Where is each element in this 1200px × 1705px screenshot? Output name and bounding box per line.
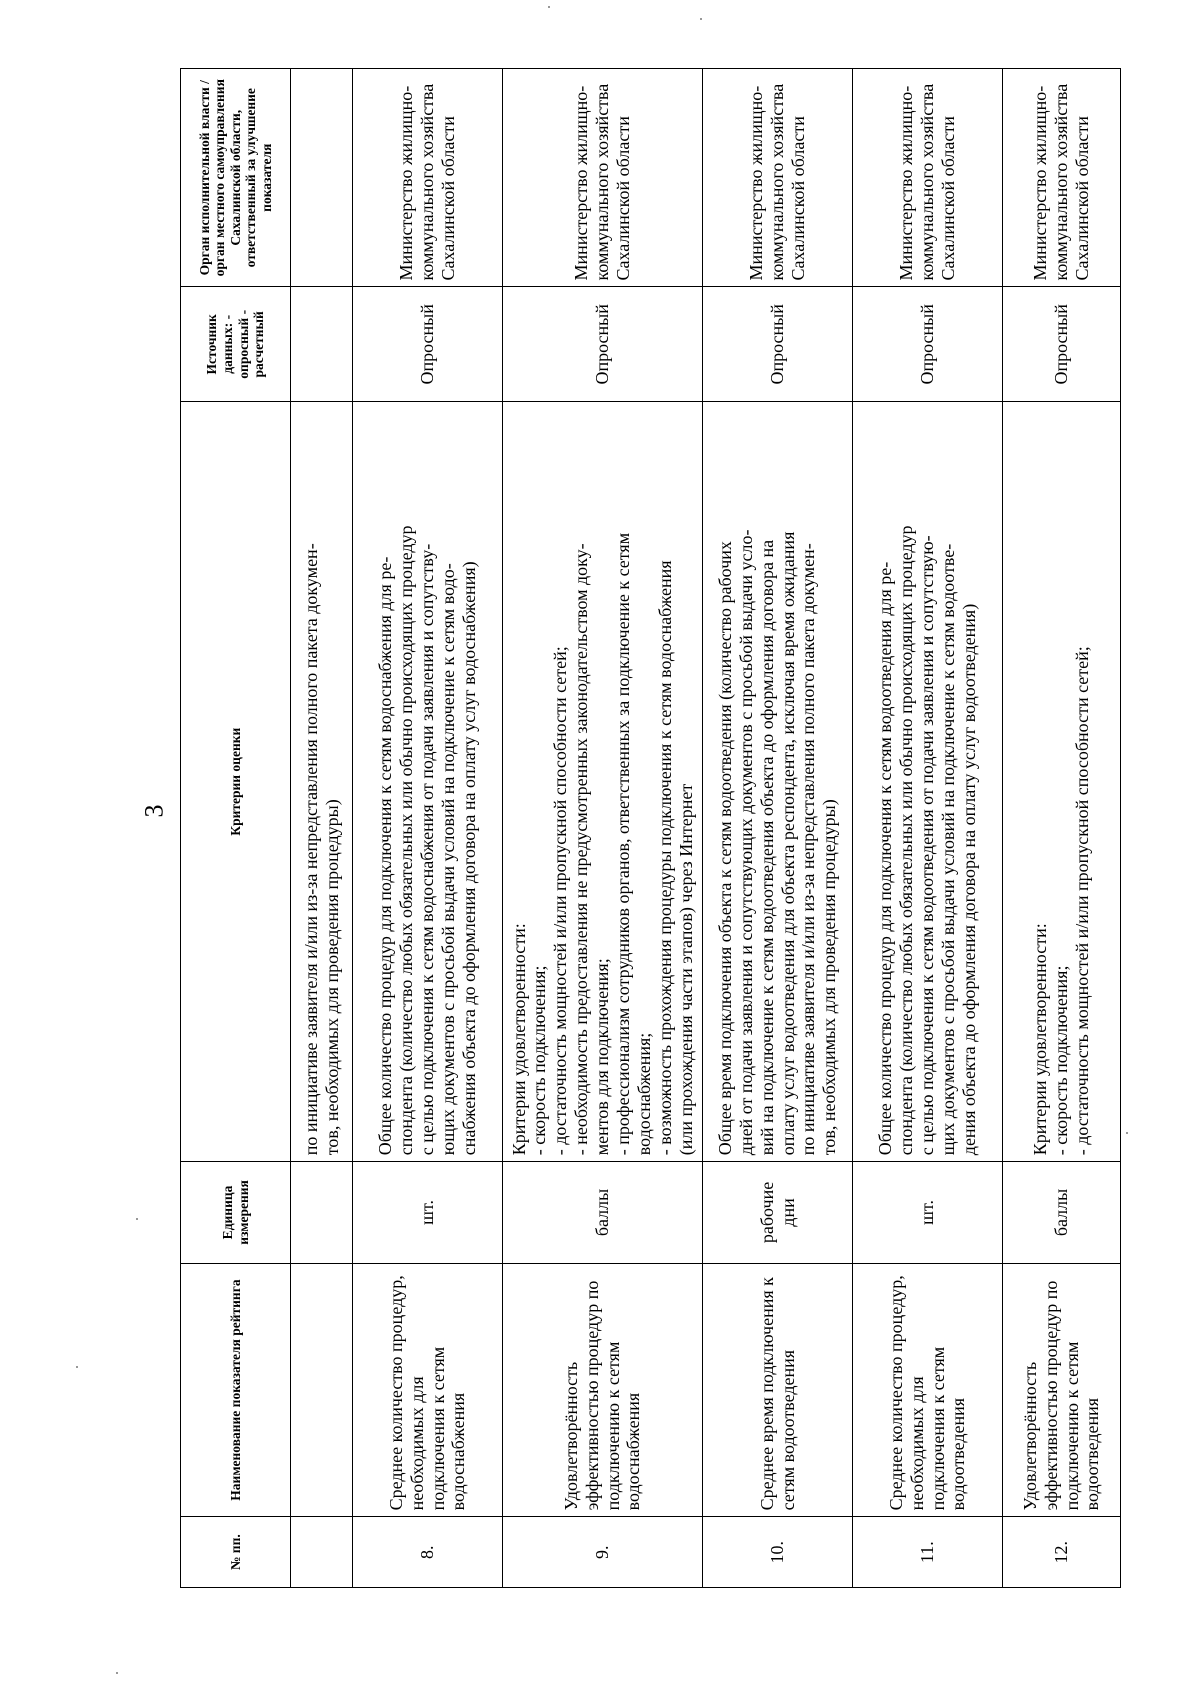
rating-indicators-table [180, 68, 1121, 1588]
criteria-line: - возможность прохождения процедуры подключения к сетям водоснабжения [654, 560, 675, 1156]
table-row [353, 69, 503, 1588]
criteria-line: дней от подачи заявления и сопутствующих документов с просьбой выдачи усло- [735, 529, 756, 1156]
header-source: Источник данных: - опросный - расчетный [181, 287, 291, 402]
criteria-line: с целью подключения к сетям водоснабжения от подачи заявления и сопутству- [417, 543, 438, 1156]
criteria-line: дения объекта до оформления договора на оплату услуг водоотведения) [958, 603, 979, 1156]
criteria-line: Общее количество процедур для подключения к сетям водоотведения для ре- [875, 561, 896, 1156]
data-source-cell: Опросный [503, 287, 703, 402]
table-row [291, 69, 353, 1588]
unit-cell: шт. [853, 1162, 1003, 1263]
criteria-line: тов, необходимых для проведения процедуры) [321, 799, 342, 1156]
header-criteria: Критерии оценки [181, 402, 291, 1162]
responsible-organ-cell: Министерство жилищно-коммунального хозяйства Сахалинской области [1003, 69, 1121, 287]
row-number-cell: 11. [853, 1517, 1003, 1588]
responsible-organ-cell: Министерство жилищно-коммунального хозяйства Сахалинской области [703, 69, 853, 287]
table-body [291, 69, 1121, 1588]
unit-cell: шт. [353, 1162, 503, 1263]
criteria-line: вий на подключение к сетям водоотведения объекта до оформления договора на [756, 539, 777, 1156]
criteria-line: спондента (количество любых обязательных или обычно происходящих процедур [396, 525, 417, 1156]
page-number: 3 [139, 804, 169, 818]
row-number-cell: 9. [503, 1517, 703, 1588]
scan-speck [1126, 1132, 1128, 1134]
unit-cell: рабочие дни [703, 1162, 853, 1263]
table-row [1003, 69, 1121, 1588]
criteria-line: по инициативе заявителя и/или из-за непредставления полного пакета докумен- [798, 543, 819, 1156]
criteria-line: - достаточность мощностей и/или пропускной способности сетей; [550, 646, 571, 1156]
table-row [503, 69, 703, 1588]
responsible-organ-cell: Министерство жилищно-коммунального хозяйства Сахалинской области [503, 69, 703, 287]
criteria-line: - скорость подключения; [529, 965, 550, 1156]
criteria-line: - скорость подключения; [1051, 965, 1072, 1156]
row-number-cell: 12. [1003, 1517, 1121, 1588]
criteria-line: спондента (количество любых обязательных или обычно происходящих процедур [896, 525, 917, 1156]
scan-speck [548, 6, 550, 8]
indicator-name-cell [291, 1263, 353, 1517]
criteria-line: Критерии удовлетворенности: [508, 923, 529, 1156]
rotated-table-frame [180, 68, 1120, 1588]
data-source-cell: Опросный [703, 287, 853, 402]
criteria-cell [353, 402, 503, 1162]
scan-speck [700, 18, 702, 20]
criteria-line: - необходимость предоставления не предусмотренных законодательством доку- [571, 543, 592, 1156]
criteria-line: с целью подключения к сетям водоотведения от подачи заявления и сопутствую- [917, 535, 938, 1156]
criteria-line: ментов для подключения; [592, 958, 613, 1156]
unit-cell: баллы [503, 1162, 703, 1263]
indicator-name-cell: Среднее количество процедур, необходимых для подключения к сетям водоснабжения [353, 1263, 503, 1517]
row-number-cell: 8. [353, 1517, 503, 1588]
criteria-cell [703, 402, 853, 1162]
data-source-cell: Опросный [853, 287, 1003, 402]
criteria-line: водоснабжения; [633, 1032, 654, 1156]
header-name: Наименование показателя рейтинга [181, 1263, 291, 1517]
indicator-name-cell: Удовлетворённость эффективностью процедур по подключению к сетям водоотведения [1003, 1263, 1121, 1517]
criteria-line: тов, необходимых для проведения процедуры) [819, 799, 840, 1156]
criteria-cell [503, 402, 703, 1162]
header-unit: Единица измерения [181, 1162, 291, 1263]
criteria-line: ющих документов с просьбой выдачи условий на подключение к сетям водо- [437, 563, 458, 1156]
row-number-cell: 10. [703, 1517, 853, 1588]
criteria-cell [853, 402, 1003, 1162]
table-header-row [181, 69, 291, 1588]
scan-speck [116, 1672, 118, 1674]
criteria-line: Общее время подключения объекта к сетям водоотведения (количество рабочих [714, 541, 735, 1156]
criteria-line: Общее количество процедур для подключения к сетям водоснабжения для ре- [375, 556, 396, 1156]
header-organ: Орган исполнительной власти / орган местного самоуправления Сахалинской области, ответственный за улучшение показателя [181, 69, 291, 287]
header-num: № пп. [181, 1517, 291, 1588]
data-source-cell: Опросный [1003, 287, 1121, 402]
scan-speck [76, 1366, 78, 1368]
criteria-line: (или прохождения части этапов) через Интернет [675, 783, 696, 1156]
criteria-line: Критерии удовлетворенности: [1030, 923, 1051, 1156]
criteria-cell [1003, 402, 1121, 1162]
indicator-name-cell: Среднее количество процедур, необходимых для подключения к сетям водоотведения [853, 1263, 1003, 1517]
indicator-name-cell: Среднее время подключения к сетям водоотведения [703, 1263, 853, 1517]
indicator-name-cell: Удовлетворённость эффективностью процедур по подключению к сетям водоснабжения [503, 1263, 703, 1517]
criteria-line: оплату услуг водоотведения для объекта респондента, исключая время ожидания [777, 531, 798, 1156]
table-row [703, 69, 853, 1588]
criteria-line: по инициативе заявителя и/или из-за непредставления полного пакета докумен- [300, 543, 321, 1156]
criteria-line: снабжения объекта до оформления договора на оплату услуг водоснабжения) [458, 561, 479, 1156]
responsible-organ-cell: Министерство жилищно-коммунального хозяйства Сахалинской области [853, 69, 1003, 287]
data-source-cell: Опросный [353, 287, 503, 402]
unit-cell [291, 1162, 353, 1263]
row-number-cell [291, 1517, 353, 1588]
unit-cell: баллы [1003, 1162, 1121, 1263]
criteria-line: щих документов с просьбой выдачи условий на подключение к сетям водоотве- [937, 543, 958, 1156]
criteria-cell [291, 402, 353, 1162]
scan-speck [136, 1218, 138, 1220]
data-source-cell [291, 287, 353, 402]
responsible-organ-cell: Министерство жилищно-коммунального хозяйства Сахалинской области [353, 69, 503, 287]
table-row [853, 69, 1003, 1588]
criteria-line: - достаточность мощностей и/или пропускной способности сетей; [1071, 646, 1092, 1156]
criteria-line: - профессионализм сотрудников органов, ответственных за подключение к сетям [612, 532, 633, 1156]
responsible-organ-cell [291, 69, 353, 287]
